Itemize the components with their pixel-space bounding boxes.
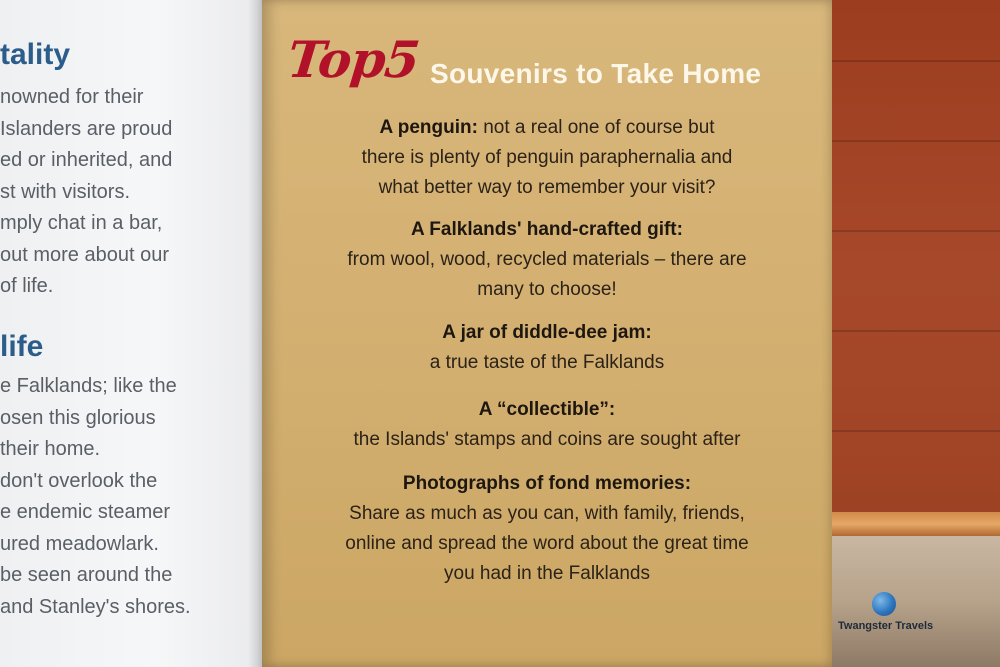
souvenir-item-text: the Islands' stamps and coins are sought after [353, 429, 741, 450]
souvenir-item-text: online and spread the word about the great time [345, 533, 749, 554]
left-brochure-page [0, 0, 262, 667]
background-floor [832, 536, 1000, 667]
left-page-text-line: e endemic steamer [0, 501, 171, 523]
left-page-text-line: mply chat in a bar, [0, 212, 163, 234]
panel-title: Souvenirs to Take Home [430, 58, 762, 89]
left-page-text-line: don't overlook the [0, 469, 158, 492]
souvenir-item-text: Share as much as you can, with family, friends, [349, 503, 745, 524]
souvenir-item [262, 113, 832, 203]
wooden-surface [832, 0, 1000, 667]
souvenir-item [262, 395, 832, 455]
souvenir-item-text: there is plenty of penguin paraphernalia and [361, 147, 733, 168]
souvenir-item-head: Photographs of fond memories: [402, 473, 692, 494]
left-page-text-line: nowned for their [0, 86, 144, 108]
wood-edge [832, 512, 1000, 536]
left-page-text-line: their home. [0, 438, 101, 460]
souvenir-item [262, 318, 832, 378]
left-page-text-line: ured meadowlark. [0, 532, 159, 555]
souvenir-item-text: a true taste of the Falklands [429, 352, 665, 373]
watermark-text: Twangster Travels [838, 620, 934, 632]
left-page-text-line: st with visitors. [0, 180, 131, 203]
souvenir-item-head: A penguin: [379, 117, 478, 138]
souvenir-item-text: what better way to remember your visit? [378, 177, 716, 198]
globe-icon [872, 592, 896, 616]
left-page-text-line: e Falklands; like the [0, 375, 177, 397]
souvenir-item-head: A “collectible”: [478, 399, 616, 420]
left-page-text-line: of life. [0, 275, 54, 297]
left-page-text-line: be seen around the [0, 564, 173, 586]
left-page-text-line: out more about our [0, 243, 169, 266]
left-page-text-line: and Stanley's shores. [0, 595, 191, 618]
souvenir-item-text: you had in the Falklands [444, 563, 650, 584]
top5-badge: Top5 [284, 30, 422, 89]
souvenir-item-text: not a real one of course but [483, 117, 715, 138]
souvenir-item-text: from wool, wood, recycled materials – there are [347, 249, 747, 270]
souvenirs-panel [262, 0, 832, 667]
hospitality-heading: tality [0, 38, 71, 71]
souvenir-item-head: A Falklands' hand-crafted gift: [411, 219, 683, 240]
left-page-text-line: ed or inherited, and [0, 149, 173, 171]
wildlife-heading: life [0, 330, 44, 363]
souvenir-item-head: A jar of diddle-dee jam: [442, 322, 652, 343]
left-page-text-line: osen this glorious [0, 406, 156, 429]
souvenir-item-text: many to choose! [477, 279, 617, 300]
left-page-text-line: Islanders are proud [0, 117, 173, 140]
souvenir-item [262, 469, 832, 589]
souvenir-item [262, 215, 832, 305]
